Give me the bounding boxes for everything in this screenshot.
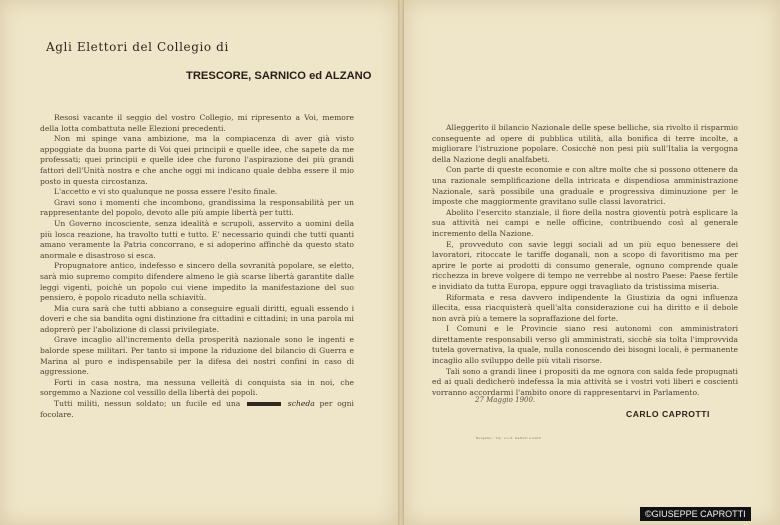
paragraph: Mia cura sarà che tutti abbiano a conseguire eguali diritti, eguali essendo i doveri e che sia bandita ogni distinzione fra cittadini e cittadini; in una parola mi adoprerò per l'abolizione di classi privilegiate. [40, 303, 354, 334]
left-body-text [40, 113, 354, 420]
final-paragraph [40, 399, 354, 420]
right-body-text [432, 123, 738, 398]
constituency-title: TRESCORE, SARNICO ed ALZANO [186, 70, 372, 82]
paragraph: I Comuni e le Provincie siano resi autonomi con amministratori direttamente responsabili verso gli amministrati, sicchè sia tolta l'improvvida tutela governativa, la quale, nulla conoscendo dei bisogni locali, è permanente incaglio allo sviluppo delle più vitali risorse. [432, 324, 738, 366]
date-line: 27 Maggio 1900. [475, 396, 536, 404]
final-line-start: Tutti militi, nessun soldato; un fucile ed una [54, 399, 241, 409]
final-line-end: per ogni focolare. [40, 399, 354, 419]
paragraph: Riformata e resa davvero indipendente la Giustizia da ogni influenza illecita, essa riacquisterà quell'alta considerazione cui ha diritto e il debole non avrà più a temere la sopraffazione del forte. [432, 292, 738, 323]
paragraph: Forti in casa nostra, ma nessuna velleità di conquista sia in noi, che sorgemmo a Nazione col vessillo della libertà dei popoli. [40, 377, 354, 398]
paragraph: Tali sono a grandi linee i propositi da me ognora con salda fede propugnati ed ai quali dedicherò indefessa la mia attività se i vostri voti liberi e coscienti vorranno accordarmi l'ambito onore di rappresentarvi in Parlamento. [432, 366, 738, 397]
handwritten-correction: scheda [287, 399, 315, 409]
paragraph: Propugnatore antico, indefesso e sincero della sovranità popolare, se eletto, sarà mio supremo compito difendere almeno le già scarse libertà garantite dalle leggi vigenti, poichè un popolo cui viene impedito la manifestazione del suo pensiero, è popolo ricaduto nella schiavitù. [40, 261, 354, 303]
paragraph: L'accetto e vi sto qualunque ne possa essere l'esito finale. [54, 187, 278, 197]
paragraph: Abolito l'esercito stanziale, il fiore della nostra gioventù potrà esplicare la sua attività nei campi e nelle officine, contribuendo così al generale incremento della Nazione. [432, 207, 738, 238]
paragraph: Non mi spinge vana ambizione, ma la compiacenza di aver già visto appoggiate da buona parte di Voi quei principii e quelle idee, che sapete da me professati; quei principii e quelle idee che furono l'aspirazione dei più grandi fattori dell'Unità nostra e che anche oggi mi indicano quale debba essere il mio posto in questa circostanza. [40, 134, 354, 186]
paragraph: Resosi vacante il seggio del vostro Collegio, mi ripresento a Voi, memore della lotta combattuta nelle Elezioni precedenti. [40, 113, 354, 133]
paragraph: Alleggerito il bilancio Nazionale delle spese belliche, sia rivolto il risparmio conseguente ad opere di pubblica utilità, alla bonifica di terre incolte, a migliorare l'istruzione popolare. Cosicchè non pesi più sull'Italia la vergogna della Nazione degli analfabeti. [432, 123, 738, 164]
paragraph: Un Governo incosciente, senza idealità e scrupoli, asservito a uomini della più losca reazione, ha travolto tutti e tutto. E' necessario quindi che tutti quanti amano veramente la Patria concorrano, e si adoperino affinchè da questo stato anormale e disastroso si esca. [40, 218, 354, 260]
paragraph: Grave incaglio all'incremento della prosperità nazionale sono le ingenti e balorde spese militari. Per tanto si impone la riduzione del bilancio di Guerra e Marina al puro e indispensabile per la difesa dei nostri confini in caso di aggressione. [40, 335, 354, 377]
paragraph: Con parte di queste economie e con altre molte che si possono ottenere da una razionale semplificazione della intricata e dispendiosa amministrazione Nazionale, sarà possibile una graduale e progressiva diminuzione per le imposte che maggiormente gravitano sulle classi lavoratrici. [432, 165, 738, 207]
copyright-watermark: ©GIUSEPPE CAPROTTI [640, 507, 751, 521]
printer-imprint: Bergamo - Tip. e Lit. Gaffuri e Gatti [476, 436, 542, 440]
signature: CARLO CAPROTTI [626, 409, 710, 419]
struck-out-word [247, 402, 281, 406]
greeting-heading: Agli Elettori del Collegio di [46, 40, 229, 54]
paragraph: E, provveduto con savie leggi sociali ad un più equo benessere dei lavoratori, ritoccate le tariffe doganali, non a scopo di favoritismo ma per aprire le porte ai prodotti di consumo generale, ognuno comprende quale ricchezza in breve volgere di tempo ne verrebbe al nostro Paese: Paese fertile e invidiato da tutta Europa, eppure oggi travagliato da tristissima miseria. [432, 239, 738, 291]
paragraph: Gravi sono i momenti che incombono, grandissima la responsabilità per un rappresentante del popolo, devoto alle più ampie libertà per tutti. [40, 197, 354, 218]
